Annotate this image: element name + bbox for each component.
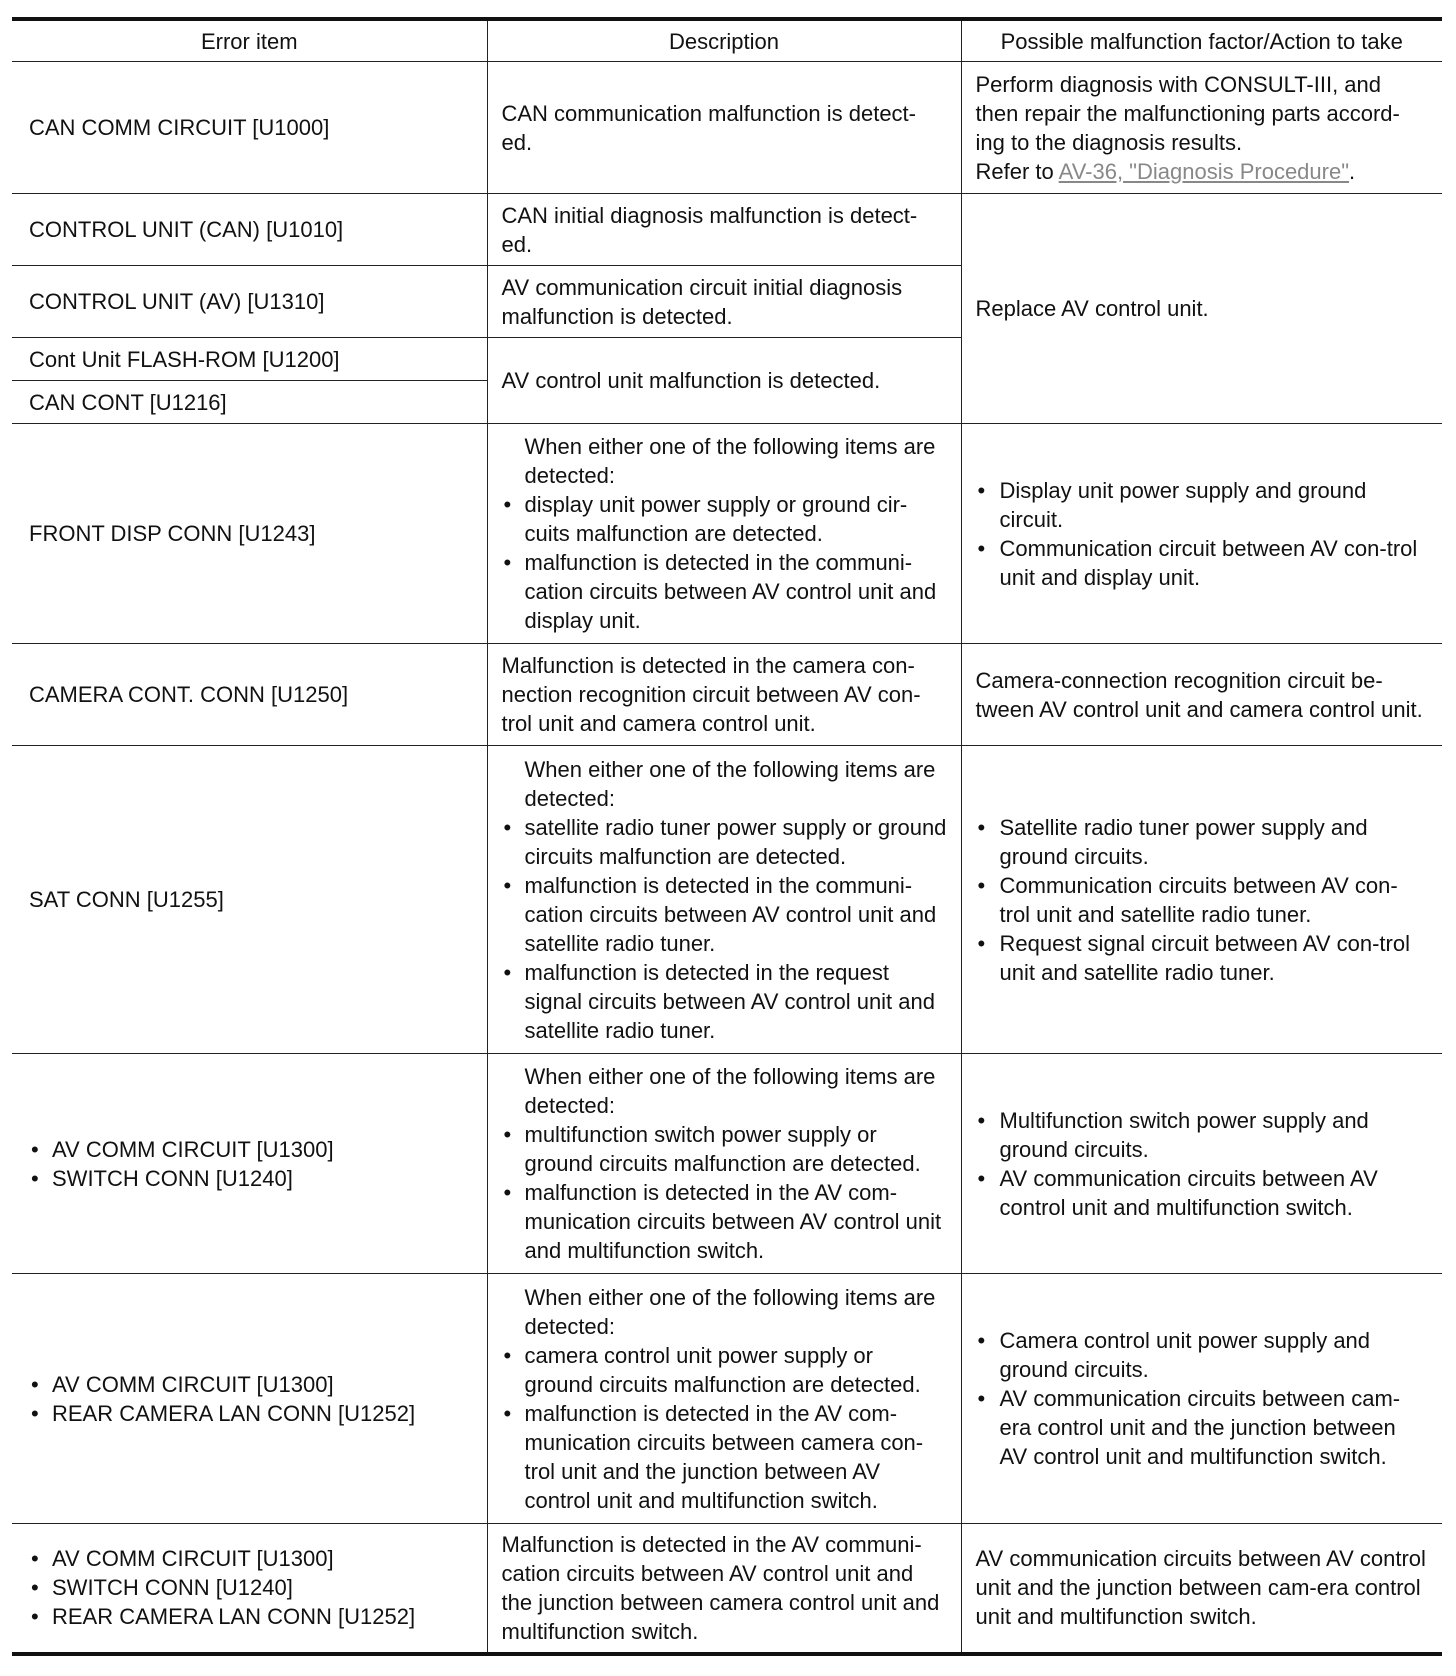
error-table [12, 17, 1442, 1656]
error-item-cell: CAN COMM CIRCUIT [U1000] [12, 62, 487, 194]
description-cell [487, 1054, 961, 1274]
action-cell [961, 746, 1442, 1054]
list-item: • AV communication circuits between cam-era control unit and the junction between AV control unit and multifunction switch. [976, 1384, 1429, 1471]
description-cell: Malfunction is detected in the camera con-nection recognition circuit between AV con-trol unit and camera control unit. [487, 644, 961, 746]
header-action: Possible malfunction factor/Action to take [961, 19, 1442, 62]
error-item-cell: CAN CONT [U1216] [12, 381, 487, 424]
header-error-item: Error item [12, 19, 487, 62]
description-intro: When either one of the following items are detected: [524, 1064, 936, 1118]
list-item: • REAR CAMERA LAN CONN [U1252] [29, 1602, 473, 1631]
list-item: • AV COMM CIRCUIT [U1300] [29, 1370, 473, 1399]
table-row [12, 62, 1442, 194]
table-row [12, 1274, 1442, 1524]
action-cell: Replace AV control unit. [961, 194, 1442, 424]
list-item: • malfunction is detected in the communi-cation circuits between AV control unit and satellite radio tuner. [502, 871, 947, 958]
error-item-list [29, 1135, 473, 1193]
table-row [12, 424, 1442, 644]
error-item-cell: Cont Unit FLASH-ROM [U1200] [12, 338, 487, 381]
description-cell: Malfunction is detected in the AV communi-cation circuits between AV control unit and the junction between camera control unit and multifunction switch. [487, 1524, 961, 1654]
refer-prefix: Refer to [975, 158, 1059, 184]
error-item-cell: CAMERA CONT. CONN [U1250] [12, 644, 487, 746]
description-intro: When either one of the following items are detected: [524, 756, 936, 811]
error-item-cell [12, 1054, 487, 1274]
error-item-list [29, 1544, 473, 1631]
list-item: • malfunction is detected in the request signal circuits between AV control unit and satellite radio tuner. [502, 958, 947, 1045]
action-cell [961, 62, 1442, 194]
description-list [502, 1341, 947, 1515]
list-item: • Request signal circuit between AV con-trol unit and satellite radio tuner. [976, 929, 1429, 987]
action-text: Perform diagnosis with CONSULT-III, and then repair the malfunctioning parts accord-ing to the diagnosis results. [975, 71, 1400, 155]
action-cell [961, 1274, 1442, 1524]
list-item: • AV communication circuits between AV control unit and multifunction switch. [976, 1164, 1429, 1222]
diagnosis-procedure-link[interactable]: AV-36, "Diagnosis Procedure" [1058, 158, 1350, 184]
description-list [502, 1120, 947, 1265]
list-item: • Communication circuits between AV con-trol unit and satellite radio tuner. [976, 871, 1429, 929]
list-item: • Multifunction switch power supply and ground circuits. [976, 1106, 1429, 1164]
list-item: • SWITCH CONN [U1240] [29, 1573, 473, 1602]
error-item-cell: FRONT DISP CONN [U1243] [12, 424, 487, 644]
description-intro: When either one of the following items are detected: [524, 1284, 936, 1339]
description-cell [487, 746, 961, 1054]
header-description: Description [487, 19, 961, 62]
list-item: • Display unit power supply and ground circuit. [976, 476, 1429, 534]
list-item: • camera control unit power supply or ground circuits malfunction are detected. [502, 1341, 947, 1399]
action-cell: Camera-connection recognition circuit be-tween AV control unit and camera control unit. [961, 644, 1442, 746]
table-header-row [12, 19, 1442, 62]
description-cell [487, 424, 961, 644]
list-item: • REAR CAMERA LAN CONN [U1252] [29, 1399, 473, 1428]
description-intro: When either one of the following items are detected: [524, 434, 936, 488]
action-cell [961, 424, 1442, 644]
table-row [12, 644, 1442, 746]
error-item-cell [12, 1524, 487, 1654]
action-list [976, 476, 1429, 592]
action-list [976, 1326, 1429, 1471]
refer-suffix: . [1349, 158, 1356, 184]
list-item: • malfunction is detected in the AV com-munication circuits between camera con-trol unit and the junction between AV control unit and multifunction switch. [502, 1399, 947, 1515]
table-row [12, 1524, 1442, 1654]
error-item-cell: CONTROL UNIT (AV) [U1310] [12, 266, 487, 338]
list-item: • AV COMM CIRCUIT [U1300] [29, 1135, 473, 1164]
table-row [12, 194, 1442, 266]
description-cell: AV control unit malfunction is detected. [487, 338, 961, 424]
error-item-cell: SAT CONN [U1255] [12, 746, 487, 1054]
list-item: • SWITCH CONN [U1240] [29, 1164, 473, 1193]
table-row [12, 1054, 1442, 1274]
table-row [12, 746, 1442, 1054]
action-list [976, 813, 1429, 987]
description-list [502, 813, 947, 1045]
description-cell [487, 1274, 961, 1524]
list-item: • satellite radio tuner power supply or ground circuits malfunction are detected. [502, 813, 947, 871]
error-item-list [29, 1370, 473, 1428]
error-item-cell [12, 1274, 487, 1524]
action-list [976, 1106, 1429, 1222]
list-item: • multifunction switch power supply or ground circuits malfunction are detected. [502, 1120, 947, 1178]
action-cell: AV communication circuits between AV control unit and the junction between cam-era control unit and multifunction switch. [961, 1524, 1442, 1654]
list-item: • Satellite radio tuner power supply and ground circuits. [976, 813, 1429, 871]
list-item: • malfunction is detected in the AV com-munication circuits between AV control unit and multifunction switch. [502, 1178, 947, 1265]
description-cell: CAN initial diagnosis malfunction is detect-ed. [487, 194, 961, 266]
list-item: • Camera control unit power supply and ground circuits. [976, 1326, 1429, 1384]
description-cell: AV communication circuit initial diagnosis malfunction is detected. [487, 266, 961, 338]
action-cell [961, 1054, 1442, 1274]
description-cell: CAN communication malfunction is detect-ed. [487, 62, 961, 194]
list-item: • AV COMM CIRCUIT [U1300] [29, 1544, 473, 1573]
list-item: • Communication circuit between AV con-trol unit and display unit. [976, 534, 1429, 592]
error-item-cell: CONTROL UNIT (CAN) [U1010] [12, 194, 487, 266]
list-item: • display unit power supply or ground cir-cuits malfunction are detected. [502, 490, 947, 548]
description-list [502, 490, 947, 635]
list-item: • malfunction is detected in the communi-cation circuits between AV control unit and display unit. [502, 548, 947, 635]
